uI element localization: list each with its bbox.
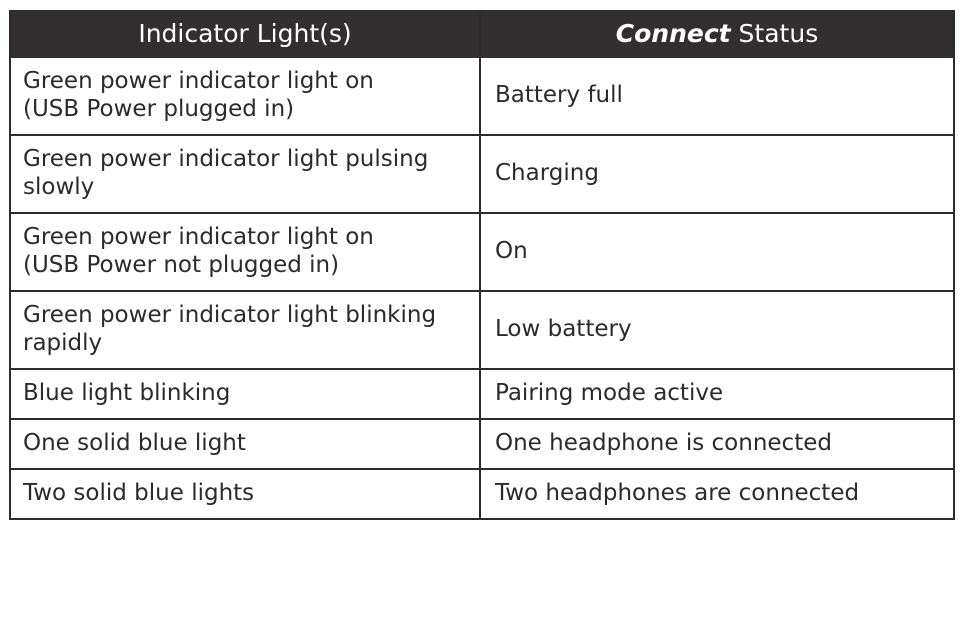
indicator-light-line-1: Blue light blinking [23, 379, 231, 406]
indicator-light-line-1: One solid blue light [23, 429, 246, 456]
table-body [10, 58, 954, 520]
indicator-light-line-1: Green power indicator light pulsing [23, 145, 429, 172]
indicator-light-cell [10, 469, 480, 519]
indicator-light-line-1: Green power indicator light on [23, 223, 374, 250]
connect-status-cell: Battery full [480, 58, 954, 135]
connect-status-cell: One headphone is connected [480, 419, 954, 469]
indicator-light-line-1: Green power indicator light blinking [23, 301, 437, 328]
indicator-light-cell [10, 135, 480, 213]
document-page [0, 10, 960, 634]
indicator-light-line-2: rapidly [23, 329, 103, 356]
connect-brand-word: Connect [615, 19, 731, 48]
table-header-row [10, 11, 954, 58]
status-word: Status [730, 19, 819, 48]
table-row [10, 291, 954, 369]
table-row [10, 419, 954, 469]
table-row [10, 58, 954, 135]
indicator-status-table [9, 10, 955, 520]
indicator-light-line-2: (USB Power not plugged in) [23, 251, 340, 278]
connect-status-cell: Two headphones are connected [480, 469, 954, 519]
indicator-light-cell [10, 58, 480, 135]
connect-status-cell: On [480, 213, 954, 291]
indicator-light-line-1: Two solid blue lights [23, 479, 255, 506]
connect-status-cell: Pairing mode active [480, 369, 954, 419]
connect-status-cell: Charging [480, 135, 954, 213]
table-row [10, 135, 954, 213]
indicator-light-line-1: Green power indicator light on [23, 67, 374, 94]
connect-status-cell: Low battery [480, 291, 954, 369]
indicator-light-cell [10, 291, 480, 369]
table-row [10, 369, 954, 419]
indicator-light-line-2: (USB Power plugged in) [23, 95, 295, 122]
indicator-light-cell [10, 369, 480, 419]
indicator-light-cell [10, 419, 480, 469]
column-header-connect-status [480, 11, 954, 58]
column-header-indicator-light: Indicator Light(s) [10, 11, 480, 58]
table-row [10, 469, 954, 519]
indicator-light-cell [10, 213, 480, 291]
indicator-light-line-2: slowly [23, 173, 95, 200]
table-header [10, 11, 954, 58]
table-row [10, 213, 954, 291]
